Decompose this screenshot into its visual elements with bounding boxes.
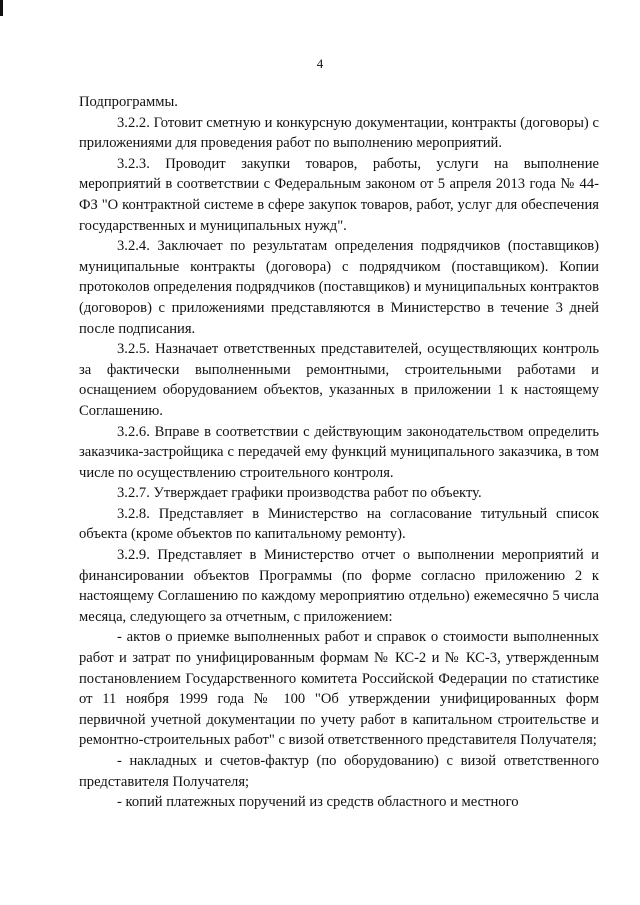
document-body [79, 92, 599, 813]
page-edge-mark [0, 0, 3, 16]
paragraph-3-2-5: 3.2.5. Назначает ответственных представителей, осуществляющих контроль за фактически выполненными ремонтными, строительными работами и оснащением оборудованием объектов, указанных в приложении 1 к настоящему Соглашению. [79, 341, 599, 419]
page-number: 4 [316, 56, 324, 71]
paragraph-3-2-6: 3.2.6. Вправе в соответствии с действующим законодательством определить заказчика-застройщика с передачей ему функций муниципального заказчика, в том числе по осуществлению строительного контроля. [79, 423, 599, 481]
list-item-invoices: - накладных и счетов-фактур (по оборудованию) с визой ответственного представителя Получателя; [79, 753, 599, 790]
paragraph-continuation: Подпрограммы. [79, 94, 178, 110]
list-item-payment-orders: - копий платежных поручений из средств областного и местного [117, 794, 519, 811]
paragraph-3-2-7: 3.2.7. Утверждает графики производства работ по объекту. [117, 485, 482, 502]
paragraph-3-2-8: 3.2.8. Представляет в Министерство на согласование титульный список объекта (кроме объектов по капитальному ремонту). [79, 505, 599, 543]
list-item-acts: - актов о приемке выполненных работ и справок о стоимости выполненных работ и затрат по унифицированным формам № КС-2 и № КС-3, утвержденным постановлением Государственного комитета Российской Федерации по статистике от 11 ноября 1999 года № 100 "Об утверждении унифицированных форм первичной учетной документации по учету работ в капитальном строительстве и ремонтно-строительных работ" с визой ответственного представителя Получателя; [79, 629, 599, 749]
paragraph-3-2-9: 3.2.9. Представляет в Министерство отчет о выполнении мероприятий и финансировании объектов Программы (по форме согласно приложению 2 к настоящему Соглашению по каждому мероприятию отдельно) ежемесячно 5 числа месяца, следующего за отчетным, с приложением: [79, 547, 599, 625]
paragraph-3-2-3: 3.2.3. Проводит закупки товаров, работы, услуги на выполнение мероприятий в соответствии с Федеральным законом от 5 апреля 2013 года № 44-ФЗ "О контрактной системе в сфере закупок товаров, работ, услуг для обеспечения государственных и муниципальных нужд". [79, 155, 599, 234]
paragraph-3-2-2: 3.2.2. Готовит сметную и конкурсную документации, контракты (договоры) с приложениями для проведения работ по выполнению мероприятий. [79, 114, 599, 152]
paragraph-3-2-4: 3.2.4. Заключает по результатам определения подрядчиков (поставщиков) муниципальные контракты (договора) с подрядчиком (поставщиком). Копии протоколов определения подрядчиков (поставщиков) и муниципальных контрактов (договоров) с приложениями представляются в Министерство в течение 3 дней после подписания. [79, 238, 599, 337]
